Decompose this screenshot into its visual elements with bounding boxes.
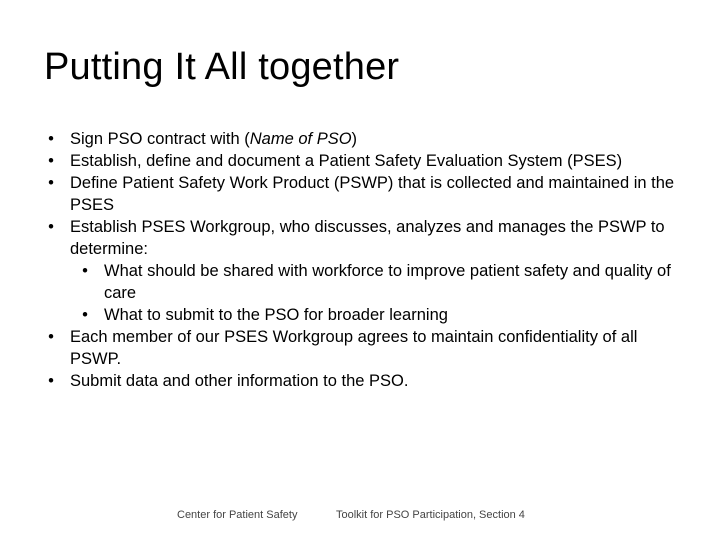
list-item (44, 150, 684, 172)
bullet-icon: • (48, 328, 54, 346)
list-item-italic-text: Name of PSO (249, 130, 352, 148)
list-item-text: Each member of our PSES Workgroup agrees to maintain confidentiality of all PSWP. (70, 328, 638, 368)
sub-list-item (70, 304, 684, 326)
list-item-text: Sign PSO contract with ( (70, 130, 250, 148)
sub-list-item-text: What should be shared with workforce to improve patient safety and quality of care (104, 262, 671, 302)
bullet-icon: • (48, 372, 54, 390)
list-item-text: Establish, define and document a Patient Safety Evaluation System (PSES) (70, 152, 623, 170)
list-item-text: ) (351, 130, 358, 148)
bullet-icon: • (48, 174, 54, 192)
slide-title: Putting It All together (44, 46, 400, 88)
sub-list-item (70, 260, 684, 304)
bullet-icon: • (48, 152, 54, 170)
list-item (44, 128, 684, 150)
list-item-text: Submit data and other information to the PSO. (70, 372, 409, 390)
bullet-icon: • (48, 130, 54, 148)
list-item (44, 172, 684, 216)
sub-list-item-text: What to submit to the PSO for broader learning (104, 306, 448, 324)
list-item (44, 370, 684, 392)
sub-bullet-list (70, 260, 684, 326)
list-item-text: Define Patient Safety Work Product (PSWP) that is collected and maintained in the PSES (70, 174, 675, 214)
footer-right-text: Toolkit for PSO Participation, Section 4 (336, 509, 525, 521)
list-item (44, 216, 684, 326)
bullet-list (44, 128, 684, 392)
bullet-icon: • (48, 218, 54, 236)
list-item-text: Establish PSES Workgroup, who discusses, analyzes and manages the PSWP to determine: (70, 218, 665, 258)
bullet-icon: • (82, 262, 88, 280)
bullet-icon: • (82, 306, 88, 324)
footer-left-text: Center for Patient Safety (177, 509, 298, 521)
list-item (44, 326, 684, 370)
